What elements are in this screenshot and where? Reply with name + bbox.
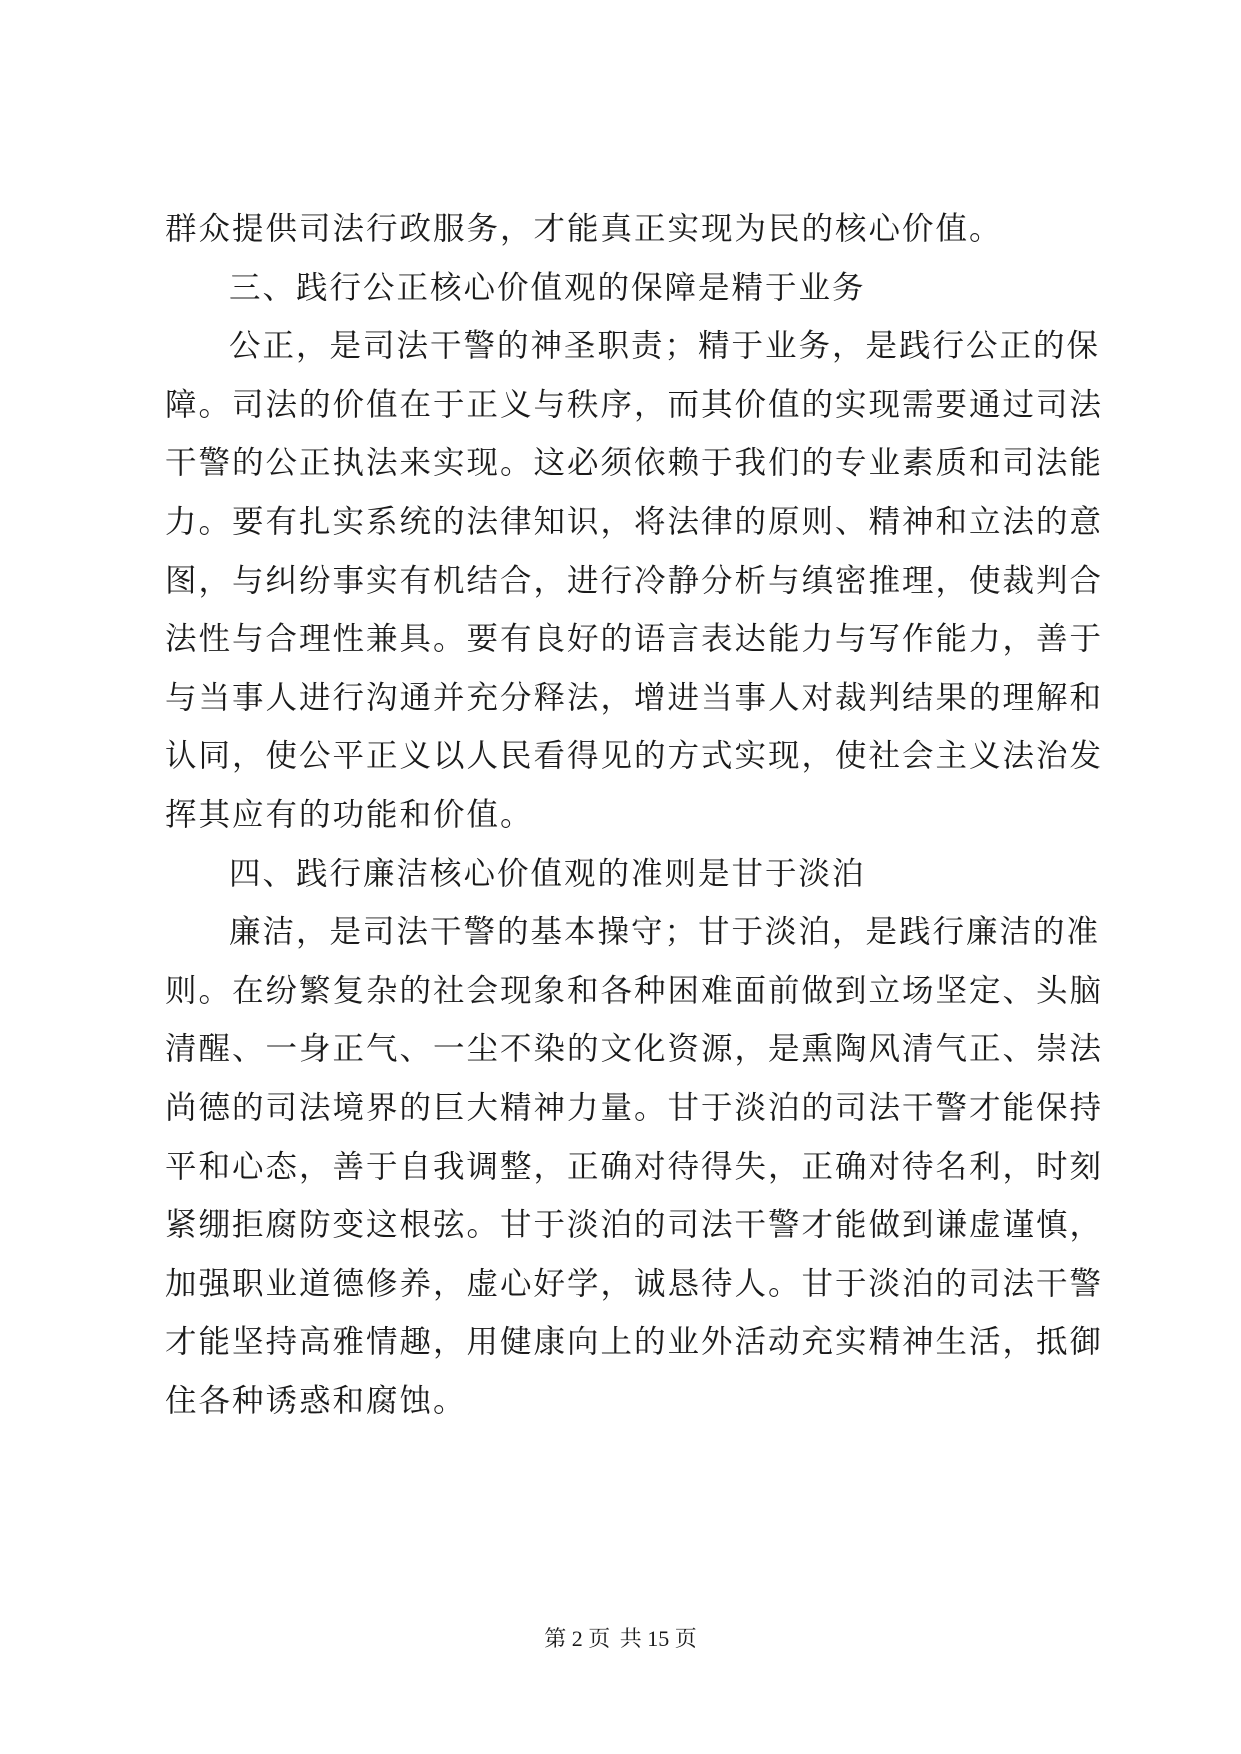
text-line: 力。要有扎实系统的法律知识，将法律的原则、精神和立法的意 [165, 503, 1104, 540]
text-line: 与当事人进行沟通并充分释法，增进当事人对裁判结果的理解和 [165, 679, 1104, 716]
text-line: 加强职业道德修养，虚心好学，诚恳待人。甘于淡泊的司法干警 [165, 1265, 1104, 1302]
text-line: 图，与纠纷事实有机结合，进行冷静分析与缜密推理，使裁判合 [165, 562, 1104, 599]
text-line: 清醒、一身正气、一尘不染的文化资源，是熏陶风清气正、崇法 [165, 1031, 1104, 1068]
text-line: 尚德的司法境界的巨大精神力量。甘于淡泊的司法干警才能保持 [165, 1089, 1104, 1126]
text-line: 法性与合理性兼具。要有良好的语言表达能力与写作能力，善于 [165, 621, 1104, 658]
text-line: 廉洁，是司法干警的基本操守；甘于淡泊，是践行廉洁的准 [229, 914, 1101, 951]
page-total: 共 15 页 [619, 1626, 697, 1651]
text-line: 则。在纷繁复杂的社会现象和各种困难面前做到立场坚定、头脑 [165, 972, 1104, 1009]
text-line: 干警的公正执法来实现。这必须依赖于我们的专业素质和司法能 [165, 445, 1104, 482]
page-footer [0, 1622, 1241, 1653]
text-line: 认同，使公平正义以人民看得见的方式实现，使社会主义法治发 [165, 738, 1104, 775]
page-number: 第 2 页 [544, 1626, 611, 1651]
text-line: 挥其应有的功能和价值。 [165, 796, 534, 833]
text-line: 三、践行公正核心价值观的保障是精于业务 [229, 269, 866, 306]
text-line: 四、践行廉洁核心价值观的准则是甘于淡泊 [229, 855, 866, 892]
text-line: 住各种诱惑和腐蚀。 [165, 1382, 467, 1419]
text-line: 紧绷拒腐防变这根弦。甘于淡泊的司法干警才能做到谦虚谨慎， [165, 1207, 1104, 1244]
text-line: 平和心态，善于自我调整，正确对待得失，正确对待名利，时刻 [165, 1148, 1104, 1185]
text-line: 公正，是司法干警的神圣职责；精于业务，是践行公正的保 [229, 328, 1101, 365]
text-line: 障。司法的价值在于正义与秩序，而其价值的实现需要通过司法 [165, 386, 1104, 423]
text-line: 才能坚持高雅情趣，用健康向上的业外活动充实精神生活，抵御 [165, 1324, 1104, 1361]
text-line: 群众提供司法行政服务，才能真正实现为民的核心价值。 [165, 211, 1003, 247]
document-body [165, 200, 1104, 1430]
